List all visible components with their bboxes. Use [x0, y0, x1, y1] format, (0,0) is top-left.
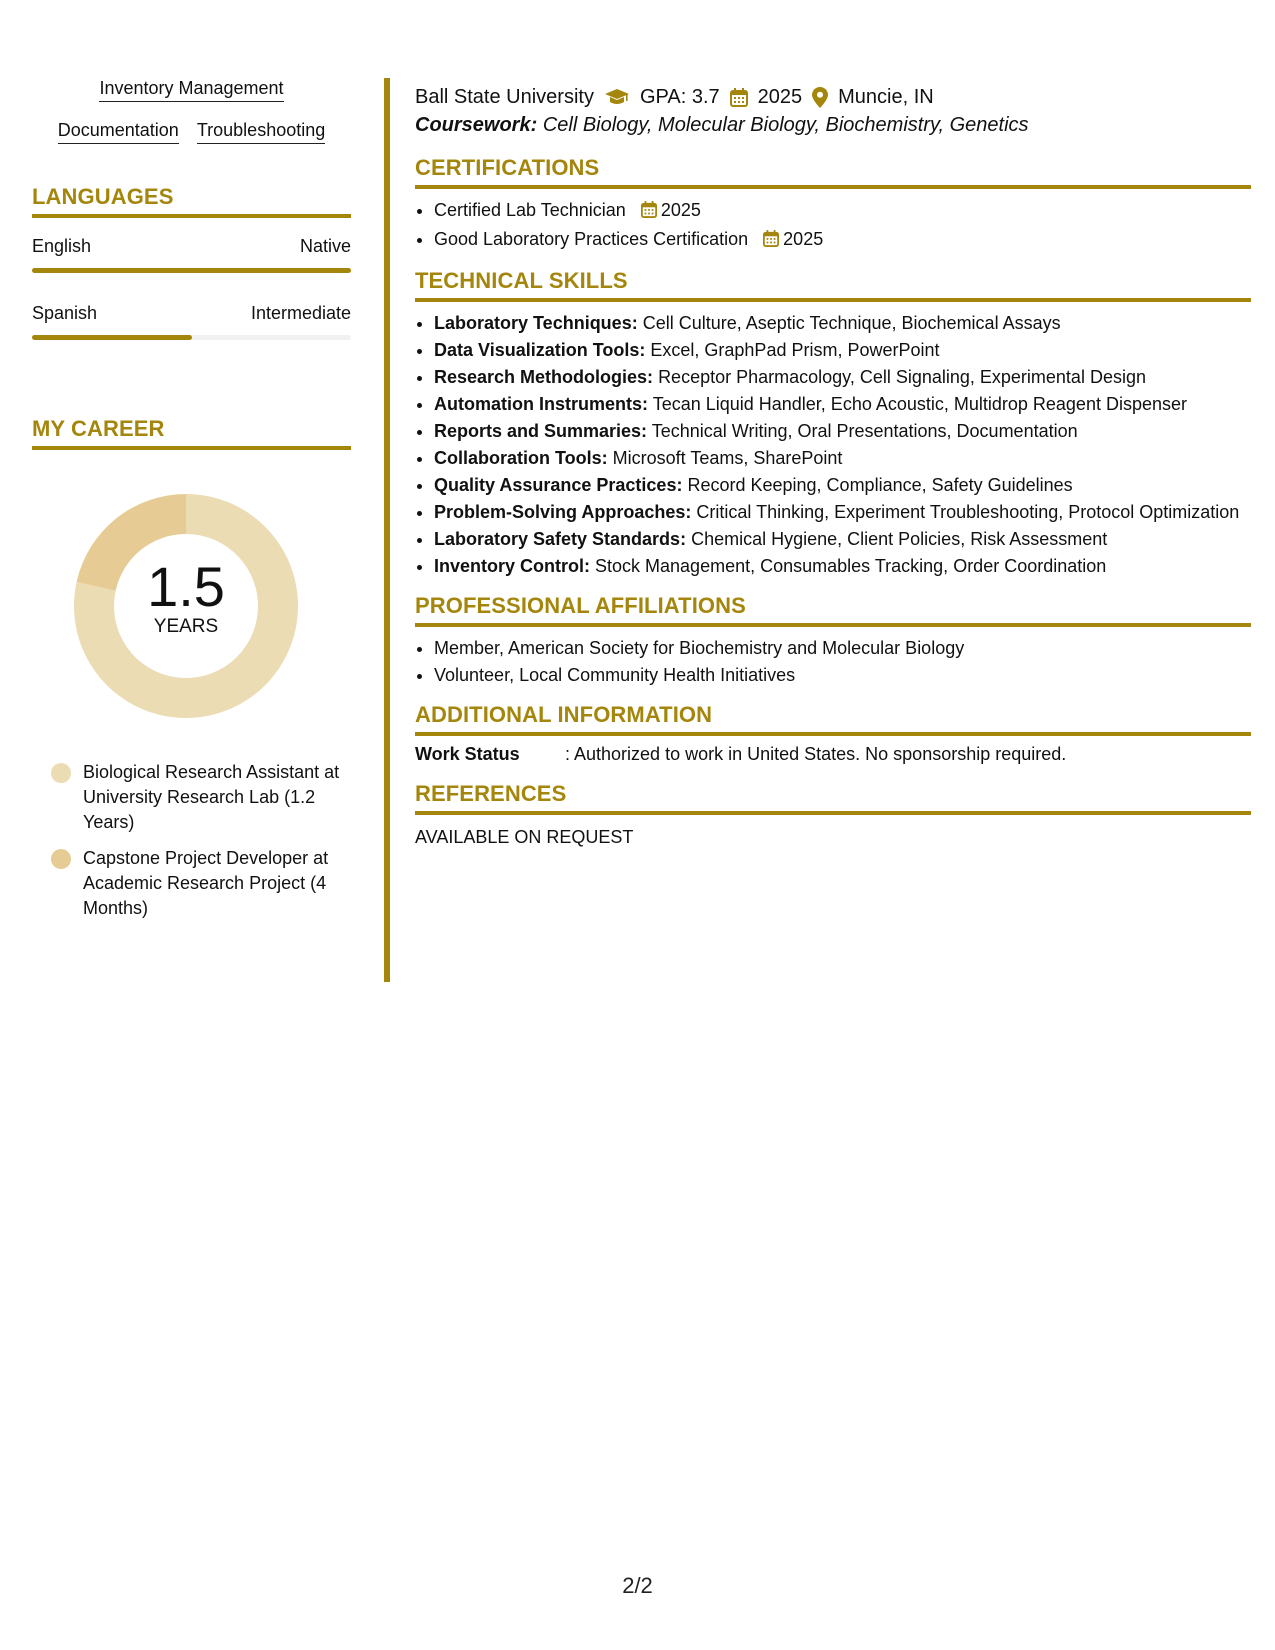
career-total-value: 1.5 — [147, 555, 225, 618]
technical-skill-item — [434, 339, 1251, 361]
technical-skill-item — [434, 501, 1251, 523]
technical-skills-section — [415, 268, 1251, 577]
graduation-cap-icon — [604, 88, 630, 106]
technical-skill-item — [434, 474, 1251, 496]
technical-skill-value: Tecan Liquid Handler, Echo Acoustic, Multidrop Reagent Dispenser — [652, 394, 1187, 414]
technical-skill-label: Automation Instruments: — [434, 394, 648, 414]
affiliation-item: • Volunteer, Local Community Health Initiatives — [434, 664, 1251, 686]
certification-year: 2025 — [660, 200, 701, 220]
certification-item — [434, 228, 1251, 252]
skill-tag: Troubleshooting — [197, 120, 325, 144]
technical-skill-value: Critical Thinking, Experiment Troubleshooting, Protocol Optimization — [696, 502, 1240, 522]
certifications-section — [415, 155, 1251, 252]
technical-skill-item — [434, 312, 1251, 334]
languages-heading: LANGUAGES — [32, 184, 351, 218]
language-item — [32, 236, 351, 273]
work-status-label: Work Status — [415, 744, 520, 764]
language-item — [32, 303, 351, 340]
coursework — [415, 114, 1251, 137]
language-proficiency-bar — [32, 268, 351, 273]
language-name: English — [32, 236, 92, 256]
page-number: 2/2 — [622, 1573, 653, 1598]
technical-skill-value: Technical Writing, Oral Presentations, Documentation — [651, 421, 1078, 441]
technical-skill-label: Collaboration Tools: — [434, 448, 608, 468]
technical-skills-list — [415, 312, 1251, 577]
technical-skill-item — [434, 393, 1251, 415]
language-name: Spanish — [32, 303, 98, 323]
references-heading: REFERENCES — [415, 781, 1251, 815]
technical-skill-label: Research Methodologies: — [434, 367, 654, 387]
affiliation-item: • Member, American Society for Biochemistry and Molecular Biology — [434, 637, 1251, 659]
references-section — [415, 781, 1251, 848]
technical-skill-value: Record Keeping, Compliance, Safety Guidelines — [687, 475, 1073, 495]
certifications-heading: CERTIFICATIONS — [415, 155, 1251, 189]
education-line — [415, 82, 1251, 112]
additional-info-section — [415, 702, 1251, 765]
technical-skill-item — [434, 447, 1251, 469]
career-total-unit: YEARS — [153, 616, 219, 637]
language-proficiency-fill — [32, 335, 192, 340]
coursework-list: Cell Biology, Molecular Biology, Biochemistry, Genetics — [542, 114, 1029, 136]
technical-skill-value: Stock Management, Consumables Tracking, Order Coordination — [595, 556, 1107, 576]
coursework-label: Coursework: — [415, 114, 538, 136]
work-status-value: : Authorized to work in United States. No sponsorship required. — [565, 744, 1067, 764]
skill-tags-row-1 — [32, 78, 351, 102]
certification-item — [434, 199, 1251, 223]
legend-label: Biological Research Assistant at University Research Lab (1.2 Years) — [83, 762, 340, 832]
technical-skill-label: Problem-Solving Approaches: — [434, 502, 692, 522]
legend-color-dot — [51, 763, 71, 783]
calendar-icon — [763, 230, 779, 252]
additional-info-heading: ADDITIONAL INFORMATION — [415, 702, 1251, 736]
technical-skill-label: Laboratory Techniques: — [434, 313, 638, 333]
technical-skill-value: Excel, GraphPad Prism, PowerPoint — [650, 340, 940, 360]
legend-item — [32, 846, 351, 921]
left-column — [32, 78, 351, 932]
affiliations-heading: PROFESSIONAL AFFILIATIONS — [415, 593, 1251, 627]
skill-tags-row-2 — [32, 120, 351, 144]
technical-skill-value: Receptor Pharmacology, Cell Signaling, Experimental Design — [658, 367, 1146, 387]
school-name: Ball State University — [415, 85, 594, 108]
skill-tag: Documentation — [58, 120, 179, 144]
language-level: Native — [299, 236, 351, 256]
skill-tag: Inventory Management — [99, 78, 283, 102]
school-location: Muncie, IN — [838, 85, 934, 108]
technical-skill-item — [434, 555, 1251, 577]
technical-skill-label: Reports and Summaries: — [434, 421, 648, 441]
technical-skill-label: Inventory Control: — [434, 556, 590, 576]
gpa: GPA: 3.7 — [639, 85, 720, 108]
language-proficiency-fill — [32, 268, 351, 273]
technical-skill-item — [434, 528, 1251, 550]
language-level: Intermediate — [250, 303, 351, 323]
technical-skill-value: Microsoft Teams, SharePoint — [612, 448, 843, 468]
language-proficiency-bar — [32, 335, 351, 340]
certification-year: 2025 — [783, 229, 824, 249]
career-legend — [32, 760, 351, 921]
technical-skill-value: Cell Culture, Aseptic Technique, Biochemical Assays — [642, 313, 1061, 333]
certification-name: Good Laboratory Practices Certification — [434, 229, 749, 249]
location-pin-icon — [812, 87, 828, 108]
technical-skill-label: Quality Assurance Practices: — [434, 475, 683, 495]
calendar-icon — [730, 88, 748, 107]
work-status-row — [415, 744, 1251, 765]
right-column — [415, 82, 1251, 848]
career-heading: MY CAREER — [32, 416, 351, 450]
technical-skill-label: Laboratory Safety Standards: — [434, 529, 687, 549]
technical-skill-label: Data Visualization Tools: — [434, 340, 646, 360]
column-divider — [384, 78, 390, 982]
technical-skill-value: Chemical Hygiene, Client Policies, Risk Assessment — [691, 529, 1108, 549]
legend-color-dot — [51, 849, 71, 869]
certification-name: Certified Lab Technician — [434, 200, 626, 220]
technical-skill-item — [434, 420, 1251, 442]
technical-skill-item — [434, 366, 1251, 388]
calendar-icon — [641, 201, 657, 223]
career-donut-chart — [66, 486, 306, 726]
graduation-year: 2025 — [757, 85, 803, 108]
legend-label: Capstone Project Developer at Academic Research Project (4 Months) — [83, 848, 329, 918]
references-text: AVAILABLE ON REQUEST — [415, 827, 634, 847]
technical-skills-heading: TECHNICAL SKILLS — [415, 268, 1251, 302]
legend-item — [32, 760, 351, 835]
affiliations-section — [415, 593, 1251, 686]
